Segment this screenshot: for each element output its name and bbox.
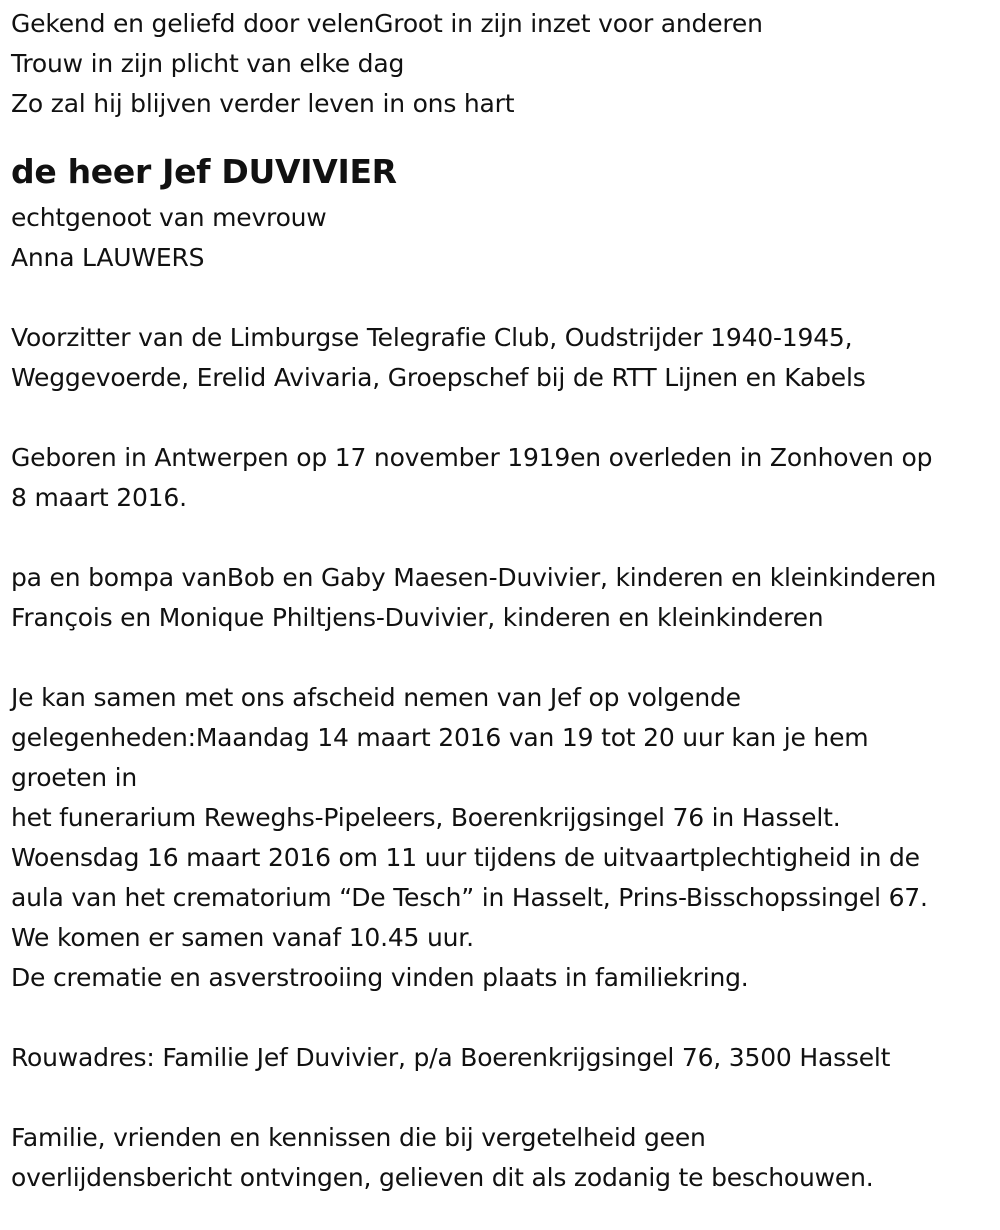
- farewell: [11, 678, 996, 998]
- farewell-line: Je kan samen met ons afscheid nemen van Jef op volgende: [11, 683, 741, 712]
- spacer: [11, 638, 996, 678]
- verse-line: Gekend en geliefd door velenGroot in zijn inzet voor anderen: [11, 9, 763, 38]
- birth-death: [11, 438, 996, 518]
- obituary-text: [11, 4, 996, 1198]
- family-line: pa en bompa vanBob en Gaby Maesen-Duvivier, kinderen en kleinkinderen: [11, 563, 937, 592]
- farewell-line: aula van het crematorium “De Tesch” in Hasselt, Prins-Bisschopssingel 67.: [11, 883, 928, 912]
- spouse-line: echtgenoot van mevrouw: [11, 203, 327, 232]
- deceased-name: de heer Jef DUVIVIER: [11, 152, 397, 191]
- farewell-line: We komen er samen vanaf 10.45 uur.: [11, 923, 474, 952]
- farewell-line: Woensdag 16 maart 2016 om 11 uur tijdens de uitvaartplechtigheid in de: [11, 843, 920, 872]
- closing-line: overlijdensbericht ontvingen, gelieven dit als zodanig te beschouwen.: [11, 1163, 874, 1192]
- titles-line: Weggevoerde, Erelid Avivaria, Groepschef bij de RTT Lijnen en Kabels: [11, 363, 866, 392]
- family: [11, 558, 996, 638]
- titles-line: Voorzitter van de Limburgse Telegrafie Club, Oudstrijder 1940-1945,: [11, 323, 853, 352]
- closing-line: Familie, vrienden en kennissen die bij vergetelheid geen: [11, 1123, 706, 1152]
- titles: [11, 318, 996, 398]
- verse: [11, 4, 996, 124]
- spouse-info: [11, 198, 996, 278]
- farewell-line: het funerarium Reweghs-Pipeleers, Boerenkrijgsingel 76 in Hasselt.: [11, 803, 841, 832]
- farewell-line: gelegenheden:Maandag 14 maart 2016 van 19 tot 20 uur kan je hem: [11, 723, 869, 752]
- birth-death-line: Geboren in Antwerpen op 17 november 1919en overleden in Zonhoven op: [11, 443, 933, 472]
- spacer: [11, 998, 996, 1038]
- farewell-line: De crematie en asverstrooiing vinden plaats in familiekring.: [11, 963, 749, 992]
- spacer: [11, 278, 996, 318]
- family-line: François en Monique Philtjens-Duvivier, kinderen en kleinkinderen: [11, 603, 824, 632]
- spacer: [11, 518, 996, 558]
- closing: [11, 1118, 996, 1198]
- spacer: [11, 1078, 996, 1118]
- farewell-line: groeten in: [11, 763, 138, 792]
- verse-line: Zo zal hij blijven verder leven in ons hart: [11, 89, 515, 118]
- verse-line: Trouw in zijn plicht van elke dag: [11, 49, 405, 78]
- spouse-line: Anna LAUWERS: [11, 243, 205, 272]
- spacer: [11, 398, 996, 438]
- birth-death-line: 8 maart 2016.: [11, 483, 187, 512]
- mourning-address: Rouwadres: Familie Jef Duvivier, p/a Boerenkrijgsingel 76, 3500 Hasselt: [11, 1043, 891, 1072]
